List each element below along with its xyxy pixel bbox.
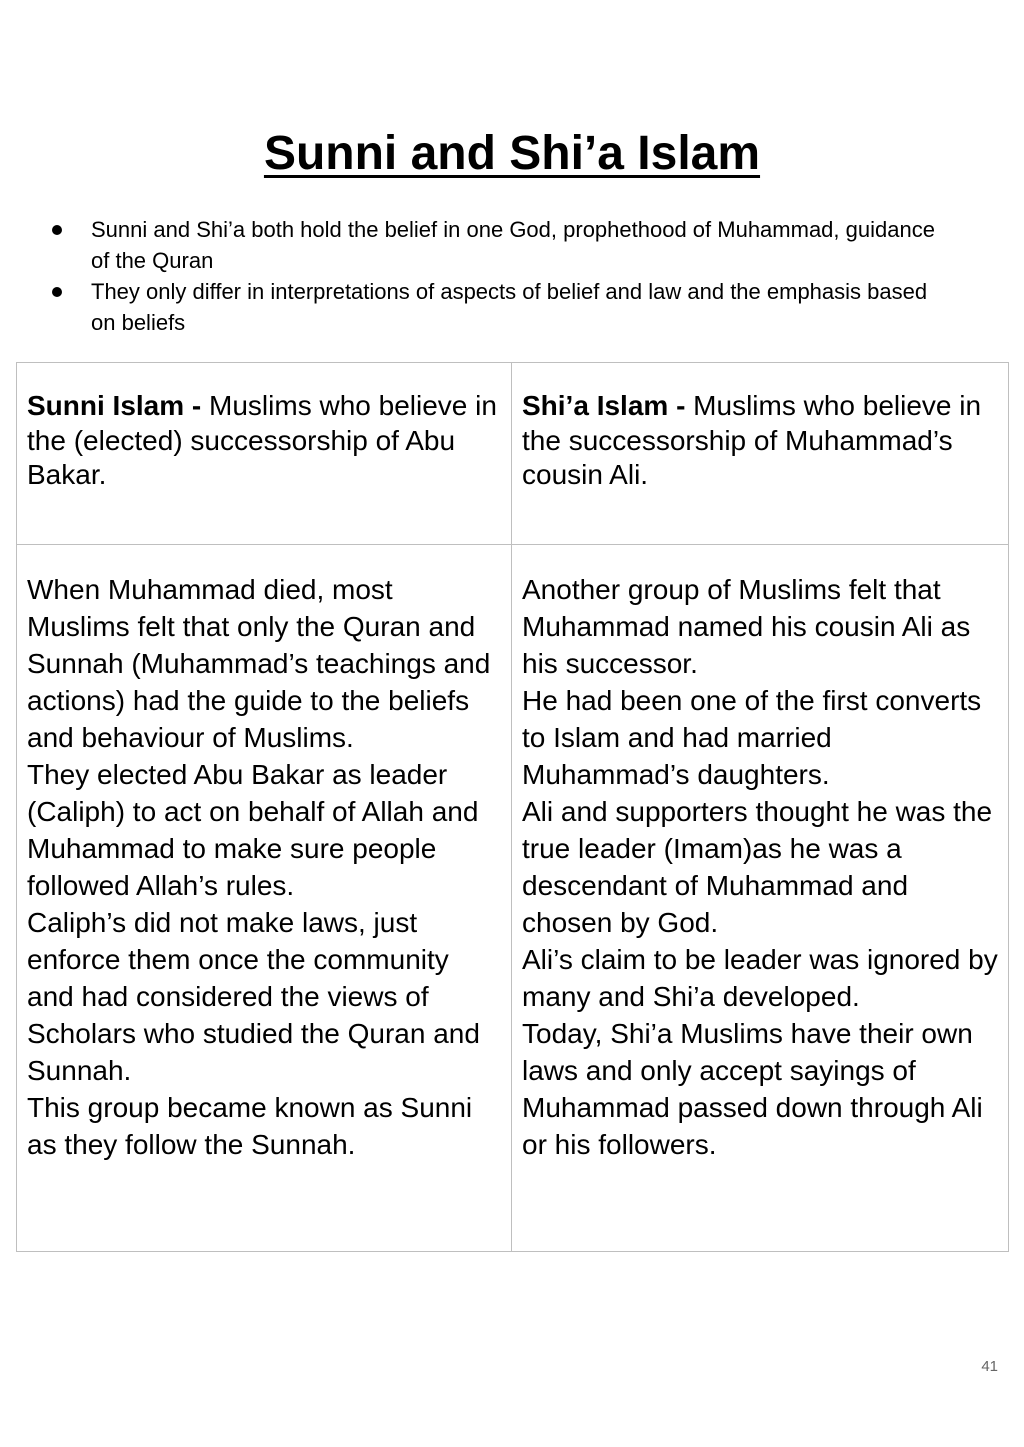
shia-paragraph: He had been one of the first converts to Islam and had married Muhammad’s daughters. [522,685,982,790]
bullet-dot-icon [52,287,62,297]
shia-term: Shi’a Islam - [522,390,686,421]
bullet-item [48,276,948,338]
comparison-table [16,362,1009,1252]
table-header-row [17,363,1009,545]
bullet-text: They only differ in interpretations of aspects of belief and law and the emphasis based on beliefs [91,279,928,335]
bullet-dot-icon [52,225,62,235]
shia-history-cell [512,545,1009,1252]
sunni-paragraph: This group became known as Sunni as they follow the Sunnah. [27,1092,473,1160]
page-number: 41 [981,1358,998,1375]
sunni-term: Sunni Islam - [27,390,202,421]
shia-paragraph: Ali and supporters thought he was the true leader (Imam)as he was a descendant of Muhammad and chosen by God. [522,796,993,938]
shia-paragraph: Ali’s claim to be leader was ignored by many and Shi’a developed. [522,944,998,1012]
sunni-definition-cell [17,363,512,545]
table-body-row [17,545,1009,1252]
bullet-list [48,214,948,338]
sunni-definition: Muslims who believe in the (elected) successorship of Abu Bakar. [27,390,497,490]
bullet-text: Sunni and Shi’a both hold the belief in one God, prophethood of Muhammad, guidance of the Quran [91,217,935,273]
shia-definition-cell [512,363,1009,545]
bullet-item [48,214,948,276]
sunni-paragraph: Caliph’s did not make laws, just enforce them once the community and had considered the views of Scholars who studied the Quran and Sunnah. [27,907,480,1086]
shia-paragraph: Another group of Muslims felt that Muhammad named his cousin Ali as his successor. [522,574,971,679]
page-title: Sunni and Shi’a Islam [263,127,761,180]
sunni-history-cell [17,545,512,1252]
shia-definition: Muslims who believe in the successorship of Muhammad’s cousin Ali. [522,390,982,490]
shia-paragraph: Today, Shi’a Muslims have their own laws and only accept sayings of Muhammad passed down through Ali or his followers. [522,1018,983,1160]
sunni-paragraph: When Muhammad died, most Muslims felt that only the Quran and Sunnah (Muhammad’s teachings and actions) had the guide to the beliefs and behaviour of Muslims. [27,574,491,753]
sunni-paragraph: They elected Abu Bakar as leader (Caliph) to act on behalf of Allah and Muhammad to make sure people followed Allah’s rules. [27,759,479,901]
